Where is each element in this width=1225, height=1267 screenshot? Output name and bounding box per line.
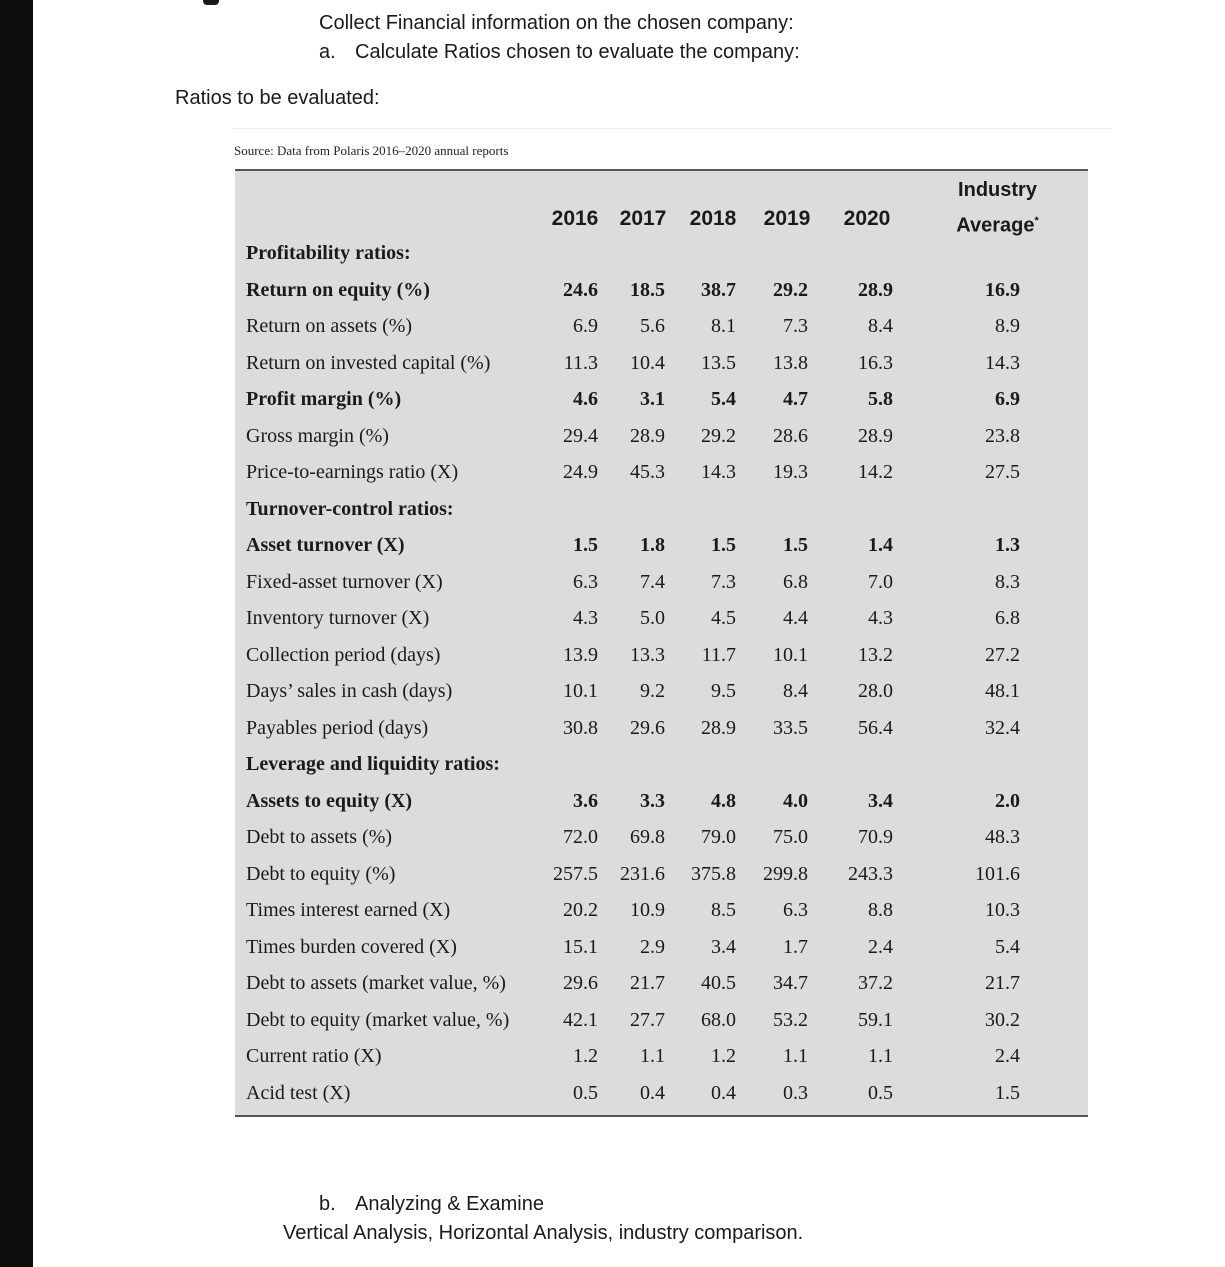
table-row	[0, 1045, 1225, 1081]
year-value-cell: 1.5	[783, 534, 808, 556]
year-value-cell: 10.1	[563, 680, 598, 702]
year-value-cell: 28.9	[701, 716, 736, 739]
table-row	[0, 1082, 1225, 1118]
row-label: Fixed-asset turnover (X)	[246, 570, 443, 593]
year-value-cell: 6.8	[783, 570, 808, 593]
table-row	[0, 279, 1225, 315]
item-a-text: Calculate Ratios chosen to evaluate the company:	[355, 41, 800, 63]
row-label: Price-to-earnings ratio (X)	[246, 461, 459, 483]
year-value-cell: 1.2	[573, 1045, 598, 1067]
industry-value-cell: 48.1	[985, 680, 1020, 702]
year-value-cell: 10.1	[773, 643, 808, 666]
year-value-cell: 1.5	[711, 534, 736, 556]
item-b-marker: b.	[319, 1193, 336, 1215]
industry-value-cell: 32.4	[985, 716, 1020, 739]
year-value-cell: 4.3	[573, 607, 598, 629]
year-value-cell: 53.2	[773, 1008, 808, 1031]
year-value-cell: 15.1	[563, 935, 598, 958]
year-value-cell: 243.3	[848, 862, 893, 885]
year-value-cell: 42.1	[563, 1008, 598, 1031]
year-value-cell: 2.4	[868, 935, 893, 958]
year-value-cell: 10.4	[630, 351, 665, 374]
year-header: 2020	[843, 207, 891, 230]
year-value-cell: 8.8	[868, 899, 893, 921]
table-row	[0, 899, 1225, 935]
table-row	[0, 717, 1225, 753]
year-value-cell: 4.7	[783, 388, 808, 410]
year-value-cell: 4.6	[573, 388, 598, 410]
row-label: Times interest earned (X)	[246, 899, 451, 921]
year-value-cell: 72.0	[563, 826, 598, 848]
item-b-subtitle: Vertical Analysis, Horizontal Analysis, industry comparison.	[283, 1222, 804, 1244]
year-value-cell: 1.5	[573, 534, 598, 556]
table-row	[0, 315, 1225, 351]
row-label: Days’ sales in cash (days)	[246, 680, 453, 702]
industry-value-cell: 1.3	[995, 534, 1020, 556]
table-row	[0, 936, 1225, 972]
year-value-cell: 8.4	[783, 680, 808, 702]
year-value-cell: 0.4	[640, 1081, 665, 1104]
row-label: Times burden covered (X)	[246, 935, 457, 958]
industry-value-cell: 101.6	[975, 862, 1020, 885]
year-value-cell: 13.9	[563, 643, 598, 666]
industry-value-cell: 1.5	[995, 1081, 1020, 1104]
year-value-cell: 3.4	[711, 935, 736, 958]
year-value-cell: 2.9	[640, 935, 665, 958]
year-value-cell: 38.7	[701, 278, 736, 301]
year-value-cell: 231.6	[620, 862, 665, 885]
year-value-cell: 1.2	[711, 1045, 736, 1067]
year-value-cell: 7.3	[783, 315, 808, 337]
industry-value-cell: 2.0	[995, 789, 1020, 812]
year-value-cell: 11.3	[563, 351, 598, 374]
year-header: 2017	[619, 207, 667, 230]
industry-value-cell: 23.8	[985, 424, 1020, 447]
year-value-cell: 13.5	[701, 351, 736, 374]
table-row	[0, 461, 1225, 497]
row-label: Turnover-control ratios:	[246, 497, 454, 520]
table-row	[0, 826, 1225, 862]
table-row	[0, 863, 1225, 899]
ratios-heading: Ratios to be evaluated:	[175, 87, 380, 109]
year-value-cell: 0.5	[868, 1081, 893, 1104]
industry-value-cell: 30.2	[985, 1008, 1020, 1031]
year-value-cell: 11.7	[701, 643, 736, 666]
year-value-cell: 19.3	[773, 461, 808, 483]
year-value-cell: 14.3	[701, 461, 736, 483]
year-value-cell: 8.4	[868, 315, 893, 337]
year-value-cell: 0.4	[711, 1081, 736, 1104]
year-value-cell: 14.2	[858, 461, 893, 483]
table-row	[0, 644, 1225, 680]
row-label: Collection period (days)	[246, 643, 441, 666]
row-label: Leverage and liquidity ratios:	[246, 753, 500, 775]
row-label: Debt to assets (market value, %)	[246, 972, 506, 994]
year-header: 2019	[763, 207, 811, 230]
year-value-cell: 5.0	[640, 607, 665, 629]
year-value-cell: 21.7	[630, 972, 665, 994]
row-label: Profit margin (%)	[246, 388, 402, 410]
row-label: Inventory turnover (X)	[246, 607, 430, 629]
year-value-cell: 0.5	[573, 1081, 598, 1104]
row-label: Assets to equity (X)	[246, 789, 413, 812]
year-value-cell: 59.1	[858, 1008, 893, 1031]
year-value-cell: 1.7	[783, 935, 808, 958]
year-value-cell: 37.2	[858, 972, 893, 994]
year-value-cell: 56.4	[858, 716, 893, 739]
source-note: Source: Data from Polaris 2016–2020 annual reports	[234, 143, 509, 158]
industry-header-line1: Industry	[958, 179, 1037, 201]
year-value-cell: 5.6	[640, 315, 665, 337]
year-value-cell: 18.5	[630, 278, 665, 301]
year-value-cell: 29.4	[563, 424, 598, 447]
row-label: Asset turnover (X)	[246, 534, 405, 556]
year-value-cell: 29.6	[630, 716, 665, 739]
table-row	[0, 352, 1225, 388]
year-value-cell: 13.3	[630, 643, 665, 666]
year-value-cell: 30.8	[563, 716, 598, 739]
row-label: Profitability ratios:	[246, 242, 411, 264]
year-value-cell: 4.3	[868, 607, 893, 629]
year-value-cell: 5.8	[868, 388, 893, 410]
year-value-cell: 3.3	[640, 789, 665, 812]
industry-average-header	[940, 175, 1055, 242]
year-value-cell: 1.1	[783, 1045, 808, 1067]
industry-header-line2: Average*	[956, 214, 1039, 237]
year-value-cell: 79.0	[701, 826, 736, 848]
year-value-cell: 29.2	[773, 278, 808, 301]
cropped-mark	[203, 0, 219, 5]
year-value-cell: 20.2	[563, 899, 598, 921]
year-value-cell: 1.1	[640, 1045, 665, 1067]
industry-value-cell: 6.8	[995, 607, 1020, 629]
year-value-cell: 28.9	[858, 424, 893, 447]
year-value-cell: 24.9	[563, 461, 598, 483]
year-value-cell: 3.1	[640, 388, 665, 410]
row-label: Debt to equity (market value, %)	[246, 1008, 510, 1031]
table-row	[0, 388, 1225, 424]
year-value-cell: 8.1	[711, 315, 736, 337]
table-row	[0, 972, 1225, 1008]
row-label: Payables period (days)	[246, 716, 429, 739]
year-value-cell: 68.0	[701, 1008, 736, 1031]
year-value-cell: 29.2	[701, 424, 736, 447]
year-value-cell: 6.3	[783, 899, 808, 921]
year-value-cell: 375.8	[691, 862, 736, 885]
year-value-cell: 40.5	[701, 972, 736, 994]
year-value-cell: 3.6	[573, 789, 598, 812]
table-row	[0, 790, 1225, 826]
industry-value-cell: 14.3	[985, 351, 1020, 374]
industry-value-cell: 6.9	[995, 388, 1020, 410]
year-value-cell: 28.9	[630, 424, 665, 447]
year-value-cell: 24.6	[563, 278, 598, 301]
industry-value-cell: 16.9	[985, 278, 1020, 301]
row-label: Debt to equity (%)	[246, 862, 396, 885]
industry-value-cell: 48.3	[985, 826, 1020, 848]
row-label: Return on invested capital (%)	[246, 351, 491, 374]
year-value-cell: 75.0	[773, 826, 808, 848]
row-label: Current ratio (X)	[246, 1045, 382, 1067]
year-value-cell: 9.5	[711, 680, 736, 702]
table-row	[0, 680, 1225, 716]
year-value-cell: 28.6	[773, 424, 808, 447]
year-value-cell: 45.3	[630, 461, 665, 483]
year-value-cell: 6.9	[573, 315, 598, 337]
industry-value-cell: 8.9	[995, 315, 1020, 337]
industry-value-cell: 8.3	[995, 570, 1020, 593]
row-label: Return on equity (%)	[246, 278, 430, 301]
year-value-cell: 13.8	[773, 351, 808, 374]
year-value-cell: 6.3	[573, 570, 598, 593]
year-value-cell: 4.8	[711, 789, 736, 812]
year-value-cell: 28.0	[858, 680, 893, 702]
year-value-cell: 16.3	[858, 351, 893, 374]
section-header-row	[0, 498, 1225, 534]
year-value-cell: 8.5	[711, 899, 736, 921]
table-row	[0, 571, 1225, 607]
row-label: Debt to assets (%)	[246, 826, 393, 848]
row-label: Return on assets (%)	[246, 315, 413, 337]
table-row	[0, 425, 1225, 461]
table-row	[0, 534, 1225, 570]
footnote-asterisk: *	[1034, 215, 1039, 227]
item-b-title: Analyzing & Examine	[355, 1193, 544, 1215]
year-value-cell: 5.4	[711, 388, 736, 410]
year-value-cell: 69.8	[630, 826, 665, 848]
row-label: Gross margin (%)	[246, 424, 389, 447]
year-value-cell: 1.4	[868, 534, 893, 556]
year-value-cell: 299.8	[763, 862, 808, 885]
year-value-cell: 9.2	[640, 680, 665, 702]
row-label: Acid test (X)	[246, 1081, 351, 1104]
year-value-cell: 28.9	[858, 278, 893, 301]
year-value-cell: 7.3	[711, 570, 736, 593]
year-value-cell: 257.5	[553, 862, 598, 885]
year-value-cell: 29.6	[563, 972, 598, 994]
industry-value-cell: 27.2	[985, 643, 1020, 666]
industry-value-cell: 27.5	[985, 461, 1020, 483]
year-value-cell: 4.0	[783, 789, 808, 812]
section-header-row	[0, 242, 1225, 278]
year-value-cell: 7.4	[640, 570, 665, 593]
year-value-cell: 10.9	[630, 899, 665, 921]
table-row	[0, 1009, 1225, 1045]
year-value-cell: 0.3	[783, 1081, 808, 1104]
year-value-cell: 4.5	[711, 607, 736, 629]
task-title: Collect Financial information on the chosen company:	[319, 12, 794, 34]
divider	[232, 128, 1112, 129]
section-header-row	[0, 753, 1225, 789]
year-value-cell: 7.0	[868, 570, 893, 593]
year-value-cell: 34.7	[773, 972, 808, 994]
year-value-cell: 33.5	[773, 716, 808, 739]
year-header: 2018	[689, 207, 737, 230]
year-value-cell: 1.1	[868, 1045, 893, 1067]
industry-value-cell: 2.4	[995, 1045, 1020, 1067]
year-value-cell: 70.9	[858, 826, 893, 848]
year-value-cell: 13.2	[858, 643, 893, 666]
industry-value-cell: 5.4	[995, 935, 1020, 958]
item-a-marker: a.	[319, 41, 336, 63]
year-value-cell: 1.8	[640, 534, 665, 556]
industry-value-cell: 21.7	[985, 972, 1020, 994]
year-value-cell: 27.7	[630, 1008, 665, 1031]
year-value-cell: 3.4	[868, 789, 893, 812]
year-header: 2016	[551, 207, 599, 230]
table-row	[0, 607, 1225, 643]
industry-value-cell: 10.3	[985, 899, 1020, 921]
year-value-cell: 4.4	[783, 607, 808, 629]
